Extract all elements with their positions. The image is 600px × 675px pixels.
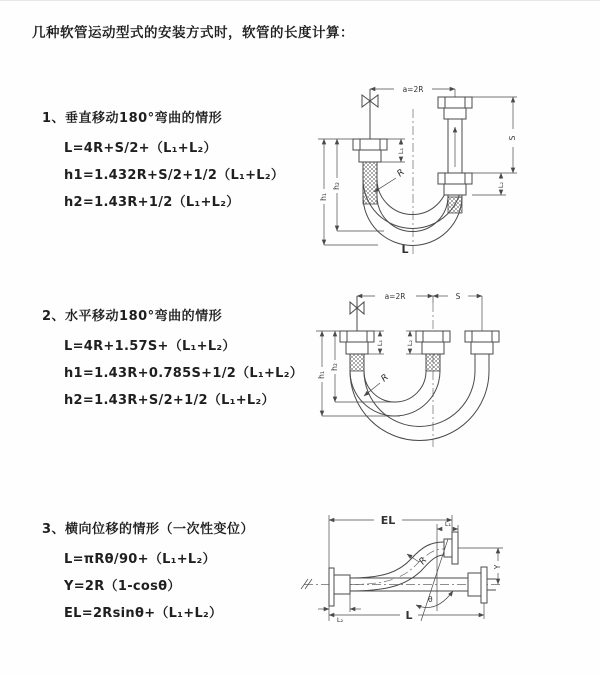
braided-hose-section — [350, 354, 364, 371]
flange-fitting-fixed — [340, 331, 374, 354]
diagram-vertical-movement — [318, 85, 517, 256]
dim-height1-label: h₁ — [319, 193, 328, 201]
diagram-horizontal-movement — [316, 292, 499, 447]
dim-y-label: Y — [493, 564, 502, 570]
flange-fitting-left — [329, 568, 350, 606]
formula-length: L=4R+1.57S+（L₁+L₂） — [64, 339, 236, 354]
dim-length-label: L — [405, 609, 413, 622]
dim-height2-label: h₂ — [330, 363, 339, 371]
break-mark — [305, 579, 312, 589]
dim-el-label: EL — [380, 514, 396, 527]
formula-y: Y=2R（1-cosθ） — [64, 579, 181, 594]
hose-arc — [377, 196, 448, 232]
radius-label: R — [395, 167, 407, 180]
diagram-lateral-displacement — [301, 514, 503, 624]
radius-label: R — [417, 555, 430, 567]
formula-length: L=πRθ/90+（L₁+L₂） — [64, 552, 216, 567]
hose-curve — [350, 555, 444, 591]
angle-label: θ — [428, 595, 433, 604]
section-3-heading: 3、横向位移的情形（一次性变位） — [42, 522, 255, 537]
formula-h1: h1=1.432R+S/2+1/2（L₁+L₂） — [64, 168, 285, 183]
dim-stroke-label: S — [455, 292, 461, 301]
formula-length: L=4R+S/2+（L₁+L₂） — [64, 141, 217, 156]
technical-drawings — [0, 1, 600, 675]
section-1-heading: 1、垂直移动180°弯曲的情形 — [42, 111, 223, 126]
flange-fitting-fixed — [353, 139, 387, 162]
hose-arc — [377, 179, 448, 215]
dim-height1-label: h₁ — [317, 371, 326, 379]
hose-arc — [350, 371, 489, 441]
hose-curve — [350, 542, 444, 578]
braided-hose-section — [448, 197, 462, 213]
formula-h1: h1=1.43R+0.785S+1/2（L₁+L₂） — [64, 366, 304, 381]
dim-fitting1-label: L₁ — [397, 147, 405, 155]
radius-line — [421, 539, 448, 621]
dim-fitting2-label: L₂ — [497, 181, 505, 189]
hose-arc — [350, 371, 440, 416]
section-2-heading: 2、水平移动180°弯曲的情形 — [42, 309, 223, 324]
formula-h2: h2=1.43R+S/2+1/2（L₁+L₂） — [64, 393, 275, 408]
hose-arc — [364, 371, 426, 402]
dim-fitting1-label: L₁ — [376, 339, 384, 347]
page-title: 几种软管运动型式的安装方式时，软管的长度计算： — [32, 25, 354, 41]
break-mark — [301, 579, 308, 589]
dim-fitting1-label: L₁ — [444, 520, 452, 528]
dim-fitting2-label: L₂ — [406, 339, 414, 347]
dim-width-label: a=2R — [402, 85, 424, 94]
braided-hose-section — [426, 354, 440, 371]
flange-fitting-position1 — [416, 331, 450, 354]
braided-hose-section — [363, 162, 377, 204]
dim-fitting2-label: L₂ — [336, 616, 344, 624]
dim-stroke-label: S — [508, 135, 517, 141]
radius-label: R — [379, 372, 391, 385]
length-label: L — [401, 243, 409, 256]
formula-h2: h2=1.43R+1/2（L₁+L₂） — [64, 195, 240, 210]
flange-fitting-lower — [438, 173, 472, 195]
flange-fitting-position2 — [465, 331, 499, 354]
angle-arc — [416, 591, 453, 608]
dim-width-label: a=2R — [384, 292, 406, 301]
dim-height2-label: h₂ — [332, 182, 341, 190]
formula-el: EL=2Rsinθ+（L₁+L₂） — [64, 606, 223, 621]
flange-fitting-upper — [444, 532, 458, 564]
flange-fitting-upper — [438, 97, 472, 119]
flange-fitting-right — [468, 567, 496, 603]
